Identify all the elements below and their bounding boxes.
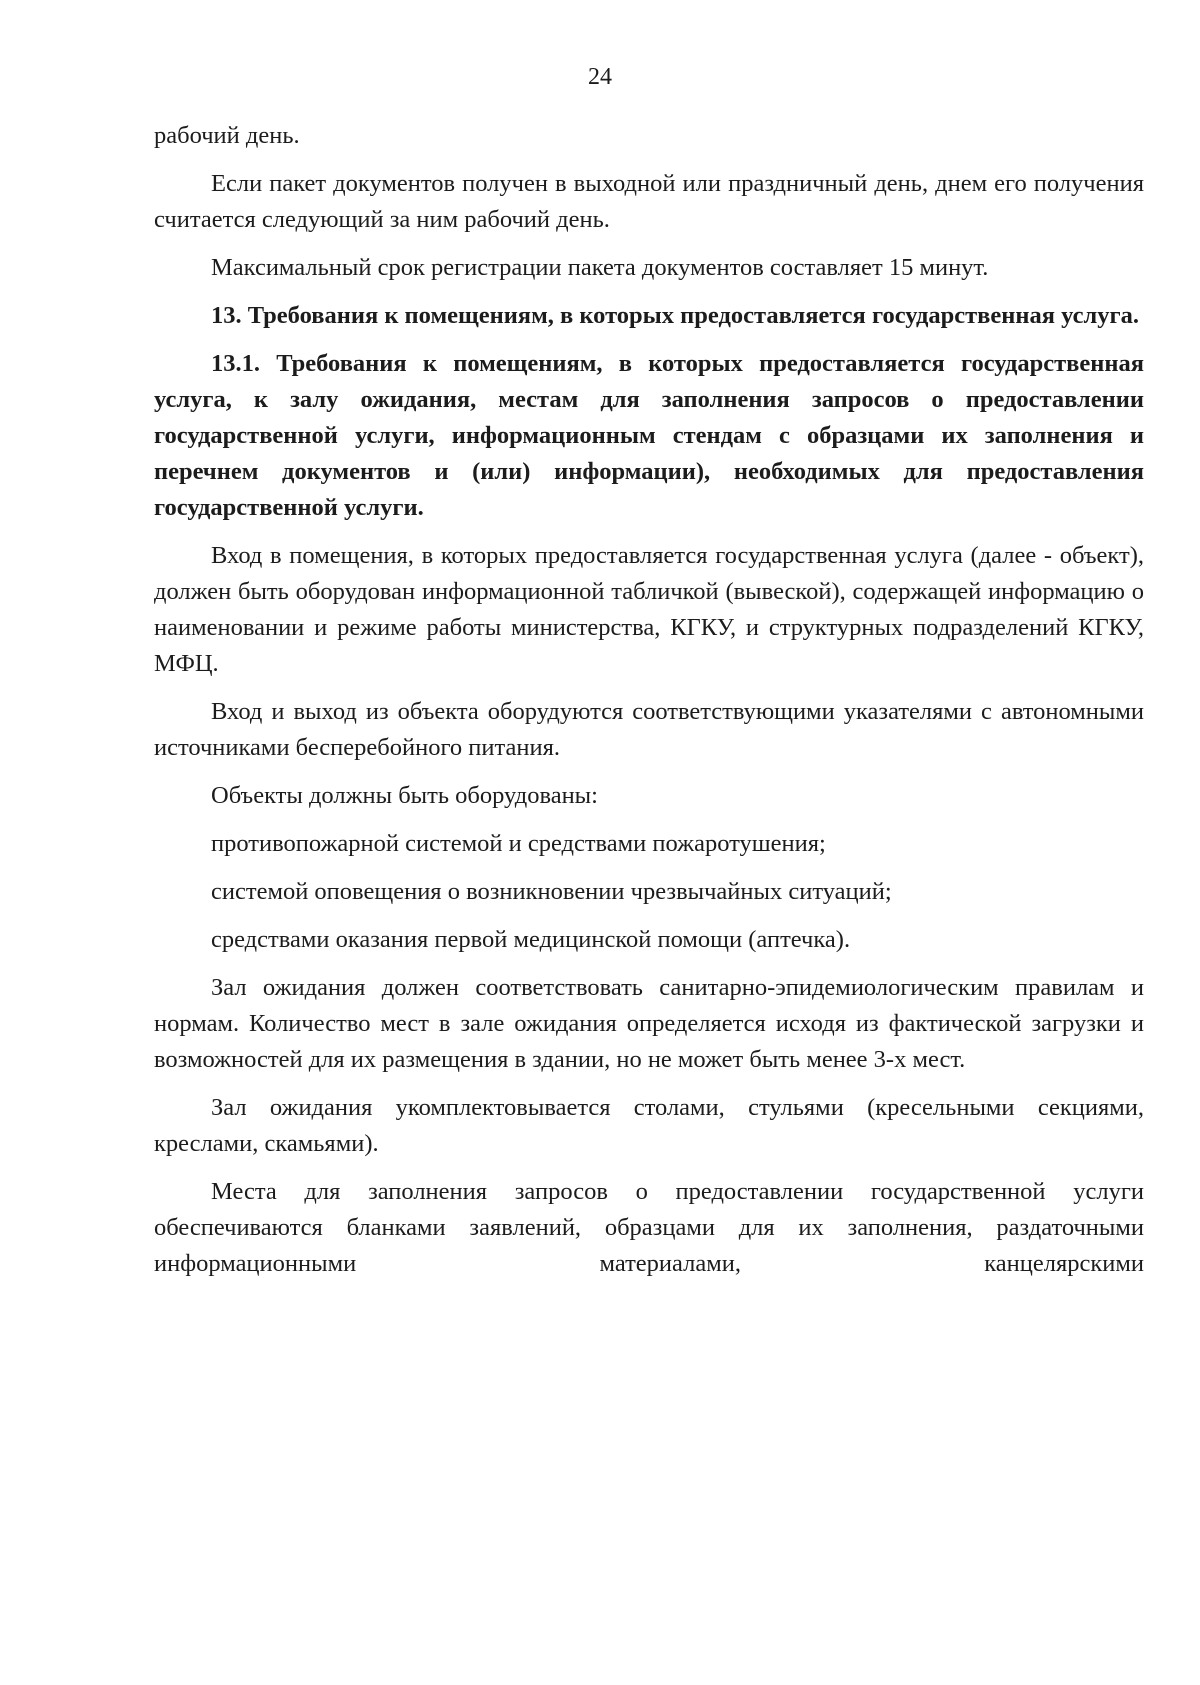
list-item-fire-system: противопожарной системой и средствами пожаротушения; — [211, 830, 826, 857]
paragraph-waiting-hall: Зал ожидания должен соответствовать санитарно-эпидемиологическим правилам и нормам. Количество мест в зале ожидания определяется исходя из фактической загрузки и возможностей для их размещения в здании, но не может быть менее 3-х мест. — [154, 974, 1144, 1073]
paragraph-registration-time: Максимальный срок регистрации пакета документов составляет 15 минут. — [211, 254, 989, 281]
paragraph-continuation: рабочий день. — [154, 122, 300, 149]
paragraph-objects-equipped: Объекты должны быть оборудованы: — [211, 782, 598, 809]
paragraph-entrance-sign: Вход в помещения, в которых предоставляется государственная услуга (далее - объект), должен быть оборудован информационной табличкой (вывеской), содержащей информацию о наименовании и режиме работы министерства, КГКУ, и структурных подразделений КГКУ, МФЦ. — [154, 542, 1144, 677]
list-item-first-aid: средствами оказания первой медицинской помощи (аптечка). — [211, 926, 851, 953]
list-item-alert-system: системой оповещения о возникновении чрезвычайных ситуаций; — [211, 878, 892, 905]
section-heading-13-1: 13.1. Требования к помещениям, в которых предоставляется государственная услуга, к залу ожидания, местам для заполнения запросов о предоставлении государственной услуги, информационным стендам с образцами их заполнения и перечнем документов и (или) информации), необходимых для предоставления государственной услуги. — [154, 350, 1144, 521]
document-body — [154, 118, 1144, 1294]
paragraph-weekend-receipt: Если пакет документов получен в выходной или праздничный день, днем его получения считается следующий за ним рабочий день. — [154, 170, 1144, 233]
section-heading-13: 13. Требования к помещениям, в которых предоставляется государственная услуга. — [211, 302, 1139, 329]
page-number: 24 — [588, 64, 612, 90]
paragraph-entrance-exit: Вход и выход из объекта оборудуются соответствующими указателями с автономными источниками бесперебойного питания. — [154, 698, 1144, 761]
paragraph-waiting-hall-furniture: Зал ожидания укомплектовывается столами, стульями (кресельными секциями, креслами, скамьями). — [154, 1094, 1144, 1157]
paragraph-request-places: Места для заполнения запросов о предоставлении государственной услуги обеспечиваются бланками заявлений, образцами для их заполнения, раздаточными информационными материалами, канцелярскими — [154, 1178, 1144, 1277]
